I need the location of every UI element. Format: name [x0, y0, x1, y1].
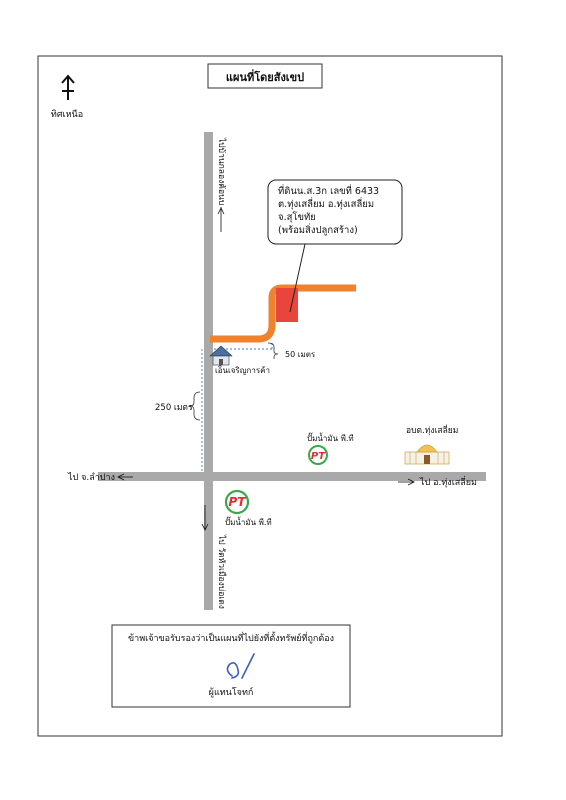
map-title: แผนที่โดยสังเขป: [225, 71, 305, 84]
callout-line-4: (พร้อมสิ่งปลูกสร้าง): [278, 225, 358, 236]
svg-text:PT: PT: [310, 451, 326, 462]
road-north-south: [204, 132, 213, 610]
house-label: เอ็นเจริญการค้า: [215, 366, 271, 375]
gas-south-label: ปั๊มน้ำมัน พี.ที: [225, 518, 272, 527]
signer-label: ผู้แทนโจทก์: [208, 688, 254, 698]
property-plot: [276, 288, 298, 322]
svg-text:ไป จ.ลำปาง: ไป จ.ลำปาง: [68, 473, 115, 483]
callout-line-1: ที่ดินน.ส.3ก เลขที่ 6433: [278, 186, 380, 197]
svg-text:ไปบ้านกลองค้อนบ: ไปบ้านกลองค้อนบ: [216, 138, 226, 206]
north-label: ทิศเหนือ: [50, 110, 84, 120]
road-label-north: [216, 137, 227, 232]
north-arrow-icon: [62, 76, 74, 100]
office-label: อบต.ทุ่งเสลี่ยม: [406, 426, 459, 436]
callout-line-3: จ.สุโขทัย: [278, 212, 316, 223]
svg-text:250 เมตร: 250 เมตร: [155, 403, 193, 413]
house-icon: [210, 346, 232, 365]
svg-text:PT: PT: [228, 495, 246, 509]
certification-statement: ข้าพเจ้าขอรับรองว่าเป็นแผนที่ไปยังที่ตั้งทรัพย์ที่ถูกต้อง: [127, 634, 335, 644]
gas-north-label: ปั๊มน้ำมัน พี.ที: [307, 434, 354, 443]
callout-line-2: ต.ทุ่งเสลี่ยม อ.ทุ่งเสลี่ยม: [278, 199, 375, 210]
distance-250m: [155, 349, 202, 472]
svg-text:ไป วัดหัวเมืองบ่อเดง: ไป วัดหัวเมืองบ่อเดง: [216, 535, 226, 609]
gas-station-logo-north-icon: [309, 446, 327, 464]
title-box: [208, 64, 322, 88]
certification-box: [112, 625, 350, 707]
svg-text:50 เมตร: 50 เมตร: [285, 350, 316, 359]
office-building-icon: [405, 445, 449, 464]
gas-station-logo-south-icon: [226, 491, 248, 513]
svg-text:ไป อ.ทุ่งเสลี่ยม: ไป อ.ทุ่งเสลี่ยม: [420, 478, 477, 488]
